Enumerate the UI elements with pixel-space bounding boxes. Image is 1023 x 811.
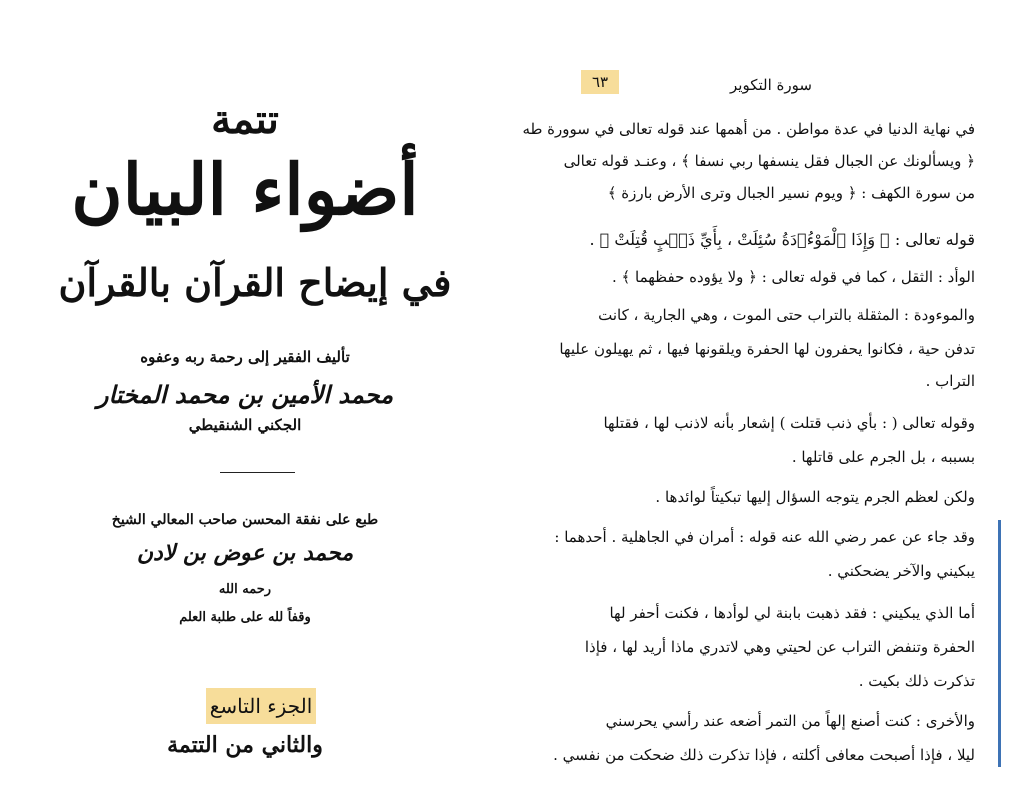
rahimahu-line: رحمه الله (218, 582, 272, 597)
title-tatimma: تتمة (211, 96, 279, 143)
waqf-line: وقفاً لله على طلبة العلم (179, 610, 311, 625)
text-line: والموءودة : المثقلة بالتراب حتى الموت ، وهي الجارية ، كانت (598, 306, 975, 324)
publisher-name: محمد بن عوض بن لادن (136, 540, 354, 566)
text-line: من سورة الكهف : ﴿ ويوم نسير الجبال وترى الأرض بارزة ﴾ (607, 184, 975, 202)
title-subtitle: في إيضاح القرآن بالقرآن (58, 260, 452, 305)
title-adwa-al-bayan: أضواء البيان (71, 148, 419, 231)
text-line: ﴿ ويسألونك عن الجبال فقل ينسفها ربي نسفا ﴾ ، وعنـد قوله تعالى (563, 152, 975, 170)
text-line: ولكن لعظم الجرم يتوجه السؤال إليها تبكيتاً لوائدها . (655, 488, 975, 506)
margin-bar (998, 520, 1001, 767)
page-number: ٦٣ (581, 70, 619, 94)
text-line: والأخرى : كنت أصنع إلهاً من التمر أضعه عند رأسي يحرسني (605, 712, 975, 730)
text-line: أما الذي يبكيني : فقد ذهبت بابنة لي لوأدها ، فكنت أحفر لها (609, 604, 975, 622)
text-line: وقد جاء عن عمر رضي الله عنه قوله : أمران في الجاهلية . أحدهما : (554, 528, 975, 546)
surah-header: سورة التكوير (730, 76, 812, 94)
text-line: تدفن حية ، فكانوا يحفرون لها الحفرة ويلقونها فيها ، ثم يهيلون عليها (559, 340, 975, 358)
text-line: تذكرت ذلك بكيت . (858, 672, 975, 690)
publisher-intro: طبع على نفقة المحسن صاحب المعالي الشيخ (111, 512, 379, 528)
text-line: ليلا ، فإذا أصبحت معافى أكلته ، فإذا تذكرت ذلك ضحكت من نفسي . (553, 746, 975, 764)
text-line: التراب . (925, 372, 975, 390)
right-page-text (511, 0, 1023, 811)
divider-line (220, 472, 295, 473)
text-line: قوله تعالى : ﴿ وَإِذَا ٱلْمَوْءُۥدَةُ سُئِلَتْ ، بِأَيِّ ذَنۢبٍ قُتِلَتْ ﴾ . (589, 230, 975, 249)
volume-label: الجزء التاسع (206, 688, 316, 724)
author-intro: تأليف الفقير إلى رحمة ربه وعفوه (140, 348, 350, 366)
text-line: يبكيني والآخر يضحكني . (827, 562, 975, 580)
text-line: في نهاية الدنيا في عدة مواطن . من أهمها عند قوله تعالى في سوورة طه (522, 120, 975, 138)
left-page-title (0, 0, 511, 811)
text-line: الوأد : الثقل ، كما في قوله تعالى : ﴿ ولا يؤوده حفظهما ﴾ . (611, 268, 975, 286)
text-line: الحفرة وتنفض التراب عن لحيتي وهي لاتدري ماذا أريد لها ، فإذا (584, 638, 975, 656)
author-name: محمد الأمين بن محمد المختار (96, 380, 394, 409)
text-line: بسببه ، بل الجرم على قاتلها . (791, 448, 975, 466)
author-nisba: الجكني الشنقيطي (188, 416, 302, 434)
volume-sub: والثاني من التتمة (167, 732, 323, 758)
text-line: وقوله تعالى ( : بأي ذنب قتلت ) إشعار بأنه لاذنب لها ، فقتلها (603, 414, 975, 432)
